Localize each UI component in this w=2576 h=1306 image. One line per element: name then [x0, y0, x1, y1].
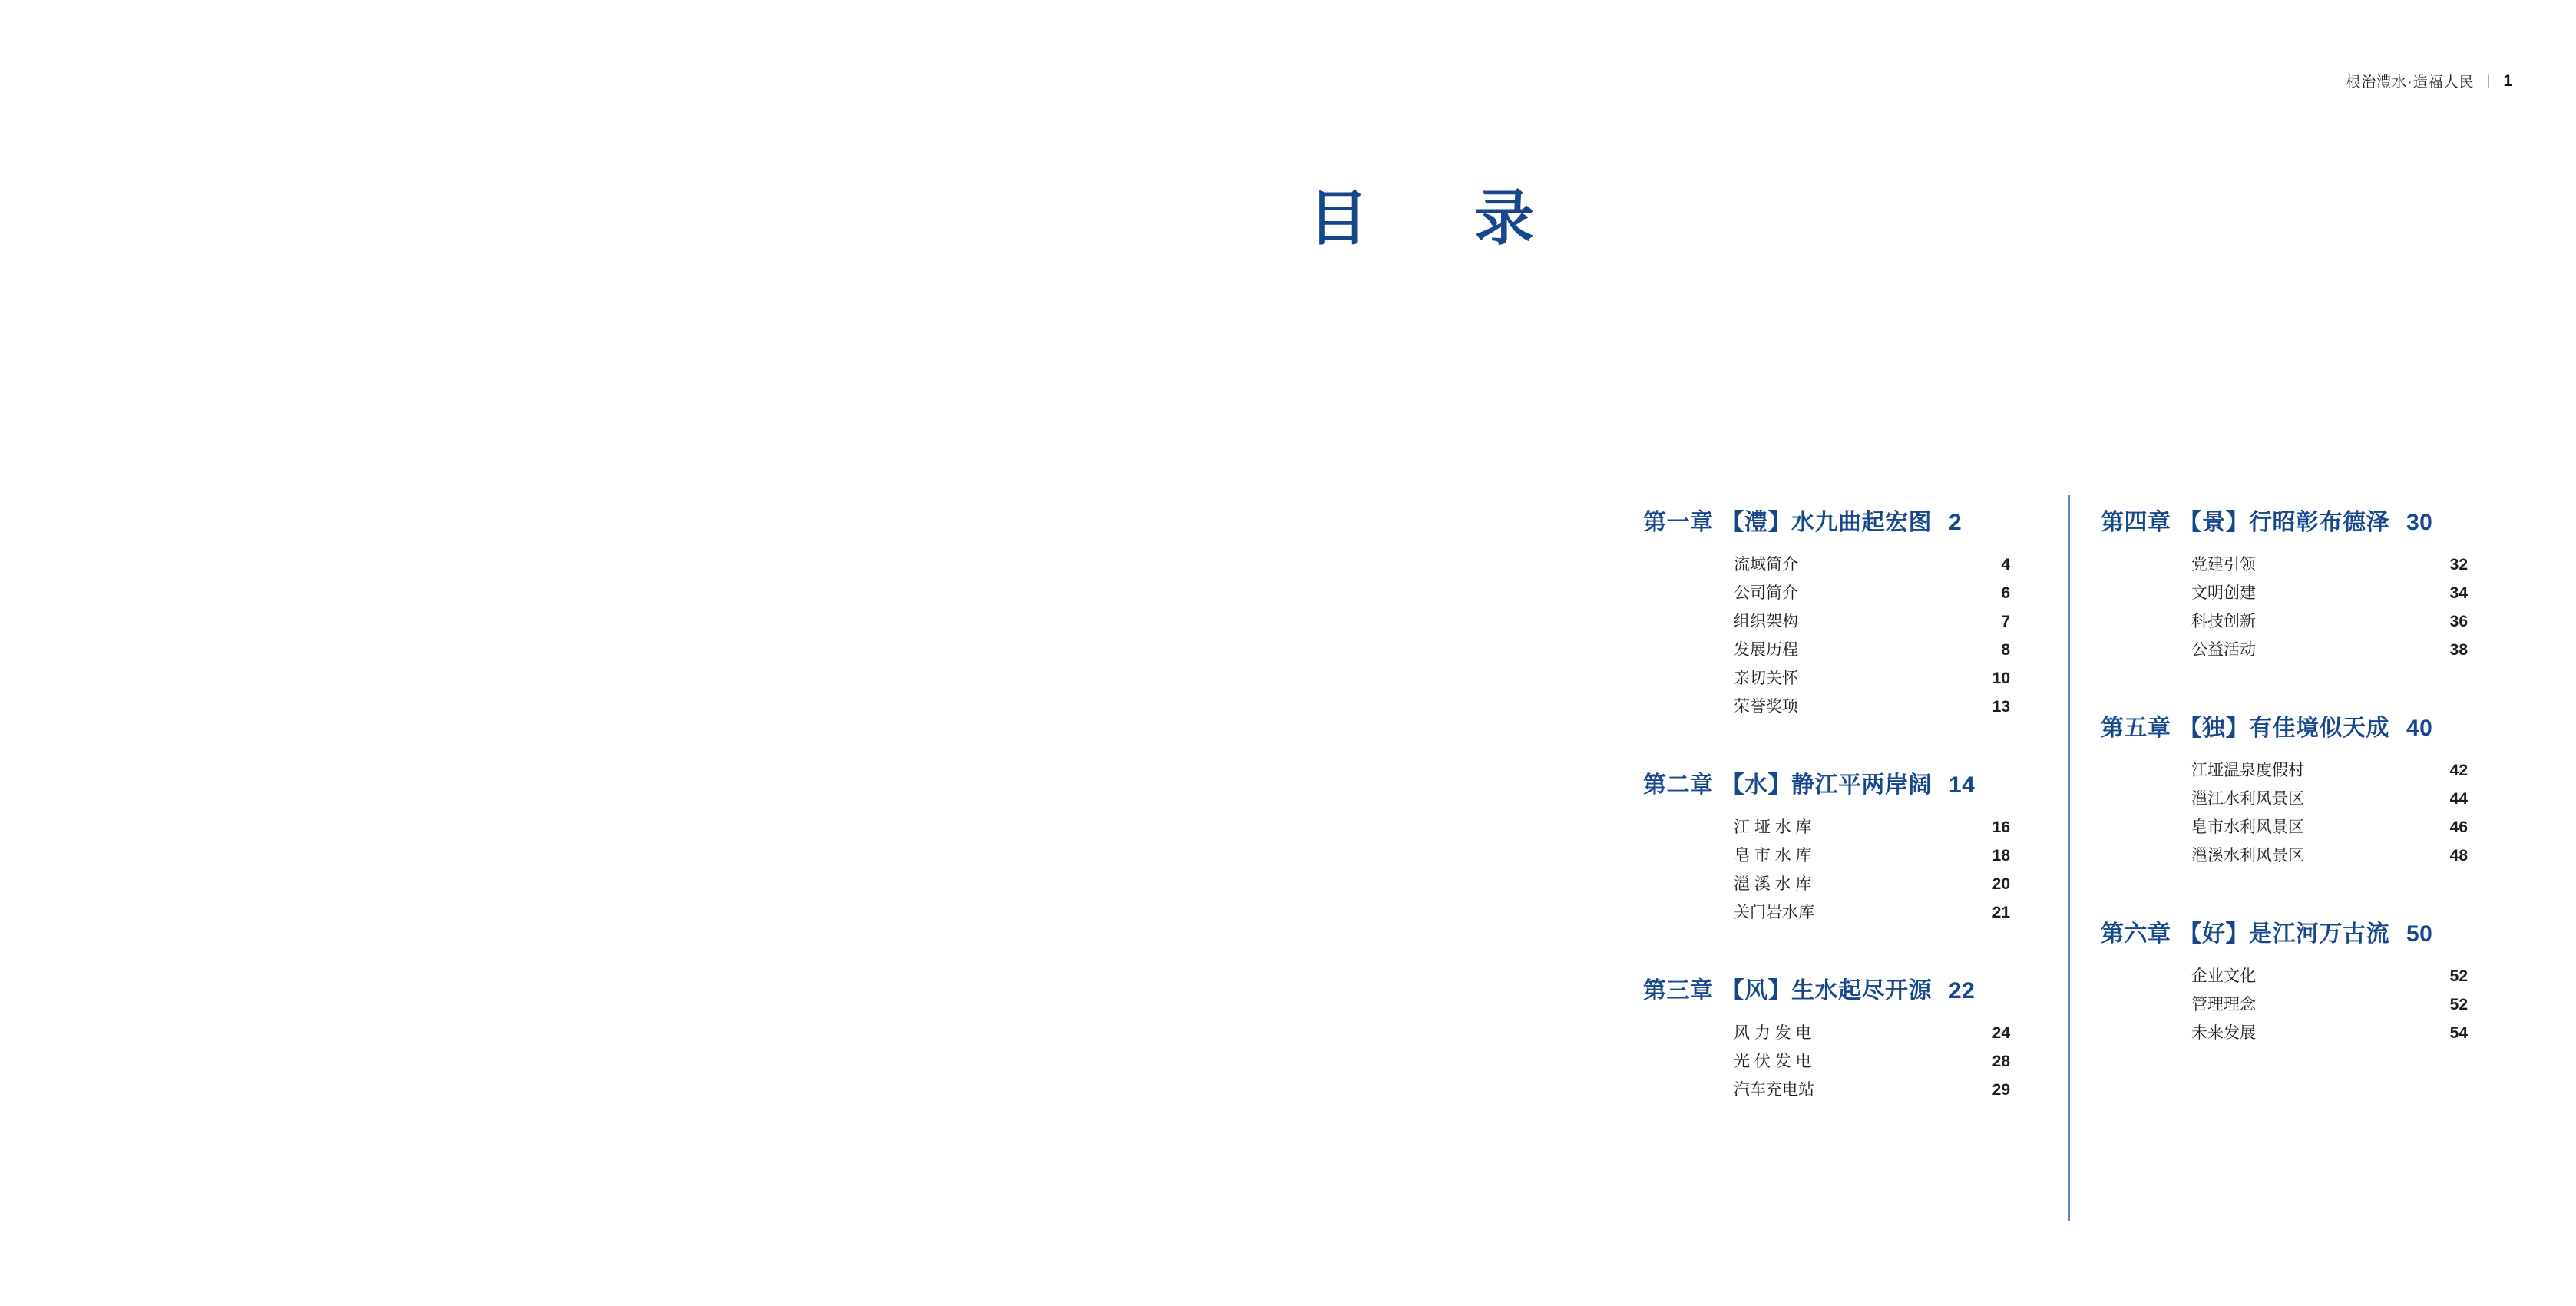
toc-item-label: 流域简介	[1734, 556, 1798, 574]
toc-item[interactable]	[1734, 636, 2010, 664]
toc-item[interactable]	[1734, 664, 2010, 693]
toc-item-label: 江垭温泉度假村	[2191, 762, 2304, 779]
toc-item[interactable]	[1734, 551, 2010, 579]
toc-item-page: 24	[1992, 1024, 2010, 1042]
toc-item-page: 54	[2449, 1024, 2468, 1042]
toc-column-right	[2053, 503, 2511, 1104]
toc-item-page: 48	[2449, 847, 2468, 865]
toc-item[interactable]	[2191, 990, 2468, 1019]
toc-item[interactable]	[1734, 1019, 2010, 1047]
toc-item-label: 企业文化	[2191, 967, 2256, 985]
toc-item-label: 荣誉奖项	[1734, 698, 1798, 716]
running-header-separator: |	[2486, 73, 2492, 88]
toc-item-label: 公益活动	[2191, 641, 2256, 659]
toc-item-label: 关门岩水库	[1734, 904, 1814, 921]
running-header	[2346, 71, 2513, 91]
toc-item[interactable]	[2191, 841, 2468, 870]
toc-item[interactable]	[1734, 813, 2010, 841]
chapter-label: 第五章	[2101, 716, 2171, 741]
toc-item-page: 6	[2001, 584, 2010, 602]
chapter-name: 【澧】水九曲起宏图	[1721, 510, 1932, 535]
toc-item-label: 光 伏 发 电	[1734, 1053, 1812, 1070]
toc-item[interactable]	[1734, 870, 2010, 898]
toc-item[interactable]	[2191, 756, 2468, 785]
chapter-page: 22	[1949, 978, 1976, 1003]
toc-item-page: 36	[2449, 613, 2468, 630]
chapter-name: 【好】是江河万古流	[2178, 921, 2389, 947]
toc-item-label: 管理理念	[2191, 996, 2256, 1013]
toc-item-label: 未来发展	[2191, 1024, 2256, 1042]
toc-item-page: 46	[2449, 818, 2468, 836]
toc-item-page: 16	[1992, 818, 2010, 836]
chapter-page: 14	[1949, 772, 1976, 798]
toc-item-page: 13	[1992, 698, 2010, 716]
toc-item[interactable]	[2191, 579, 2468, 607]
toc-item[interactable]	[2191, 962, 2468, 990]
toc-item-label: 党建引领	[2191, 556, 2256, 574]
chapter-label: 第六章	[2101, 921, 2171, 947]
toc-item-label: 亲切关怀	[1734, 670, 1798, 687]
chapter-entry-list	[2191, 962, 2468, 1047]
chapter-entry[interactable]	[1643, 971, 2053, 1104]
chapter-heading[interactable]	[2101, 709, 2511, 742]
toc-column-left	[1643, 503, 2053, 1104]
toc-item-label: 江 垭 水 库	[1734, 818, 1812, 836]
chapter-entry-list	[2191, 756, 2468, 870]
chapter-entry-list	[1734, 1019, 2010, 1104]
toc-item[interactable]	[1734, 898, 2010, 927]
chapter-name: 【景】行昭彰布德泽	[2178, 510, 2389, 535]
toc-item[interactable]	[2191, 551, 2468, 579]
chapter-label: 第一章	[1643, 510, 1714, 535]
toc-item-page: 18	[1992, 847, 2010, 865]
chapter-heading[interactable]	[1643, 765, 2053, 799]
toc-item-label: 组织架构	[1734, 613, 1798, 630]
toc-item-page: 29	[1992, 1081, 2010, 1099]
chapter-page: 30	[2406, 510, 2433, 535]
chapter-heading[interactable]	[1643, 971, 2053, 1005]
page-number: 1	[2503, 71, 2513, 90]
toc-item-label: 㴩溪水利风景区	[2191, 847, 2304, 865]
chapter-page: 40	[2406, 716, 2433, 741]
chapter-name: 【风】生水起尽开源	[1721, 978, 1932, 1003]
chapter-heading[interactable]	[2101, 503, 2511, 537]
toc-item-page: 44	[2449, 790, 2468, 808]
chapter-heading[interactable]	[2101, 914, 2511, 948]
toc-item-page: 38	[2449, 641, 2468, 659]
toc-item-page: 4	[2001, 556, 2010, 574]
toc-item[interactable]	[1734, 607, 2010, 636]
toc-item[interactable]	[2191, 785, 2468, 813]
toc-item[interactable]	[2191, 607, 2468, 636]
running-header-text: 根治澧水·造福人民	[2346, 74, 2475, 91]
toc-item[interactable]	[2191, 1019, 2468, 1047]
toc-item-label: 发展历程	[1734, 641, 1798, 659]
toc-columns	[1643, 503, 2511, 1104]
toc-item-label: 皂市水利风景区	[2191, 818, 2304, 836]
chapter-entry[interactable]	[1643, 503, 2053, 721]
toc-item-label: 汽车充电站	[1734, 1081, 1814, 1099]
chapter-label: 第四章	[2101, 510, 2171, 535]
toc-item[interactable]	[1734, 693, 2010, 721]
chapter-heading[interactable]	[1643, 503, 2053, 537]
toc-item[interactable]	[1734, 841, 2010, 870]
chapter-page: 2	[1949, 510, 1963, 535]
chapter-entry-list	[2191, 551, 2468, 664]
toc-item[interactable]	[2191, 813, 2468, 841]
chapter-entry-list	[1734, 813, 2010, 927]
toc-item-page: 21	[1992, 904, 2010, 921]
chapter-entry[interactable]	[2101, 914, 2511, 1047]
toc-item-label: 皂 市 水 库	[1734, 847, 1812, 865]
chapter-entry[interactable]	[1643, 765, 2053, 927]
toc-item-page: 34	[2449, 584, 2468, 602]
toc-item-page: 8	[2001, 641, 2010, 659]
chapter-entry[interactable]	[2101, 709, 2511, 870]
toc-item-label: 㴩 溪 水 库	[1734, 875, 1812, 893]
page-title: 目 录	[1308, 184, 1558, 252]
toc-item-label: 风 力 发 电	[1734, 1024, 1812, 1042]
chapter-page: 50	[2406, 921, 2433, 947]
toc-item[interactable]	[1734, 1047, 2010, 1076]
toc-item-label: 㴩江水利风景区	[2191, 790, 2304, 808]
toc-item-label: 文明创建	[2191, 584, 2256, 602]
toc-item-label: 公司简介	[1734, 584, 1798, 602]
chapter-name: 【独】有佳境似天成	[2178, 716, 2389, 741]
toc-item-page: 10	[1992, 670, 2010, 687]
toc-item-page: 42	[2449, 762, 2468, 779]
toc-item-page: 32	[2449, 556, 2468, 574]
chapter-entry[interactable]	[2101, 503, 2511, 664]
toc-item[interactable]	[1734, 579, 2010, 607]
toc-item-page: 52	[2449, 996, 2468, 1013]
toc-item[interactable]	[1734, 1076, 2010, 1104]
chapter-label: 第三章	[1643, 978, 1714, 1003]
toc-item[interactable]	[2191, 636, 2468, 664]
toc-item-page: 20	[1992, 875, 2010, 893]
chapter-name: 【水】静江平两岸阔	[1721, 772, 1932, 798]
chapter-entry-list	[1734, 551, 2010, 721]
toc-item-page: 28	[1992, 1053, 2010, 1070]
toc-item-page: 52	[2449, 967, 2468, 985]
chapter-label: 第二章	[1643, 772, 1714, 798]
toc-item-page: 7	[2001, 613, 2010, 630]
toc-item-label: 科技创新	[2191, 613, 2256, 630]
